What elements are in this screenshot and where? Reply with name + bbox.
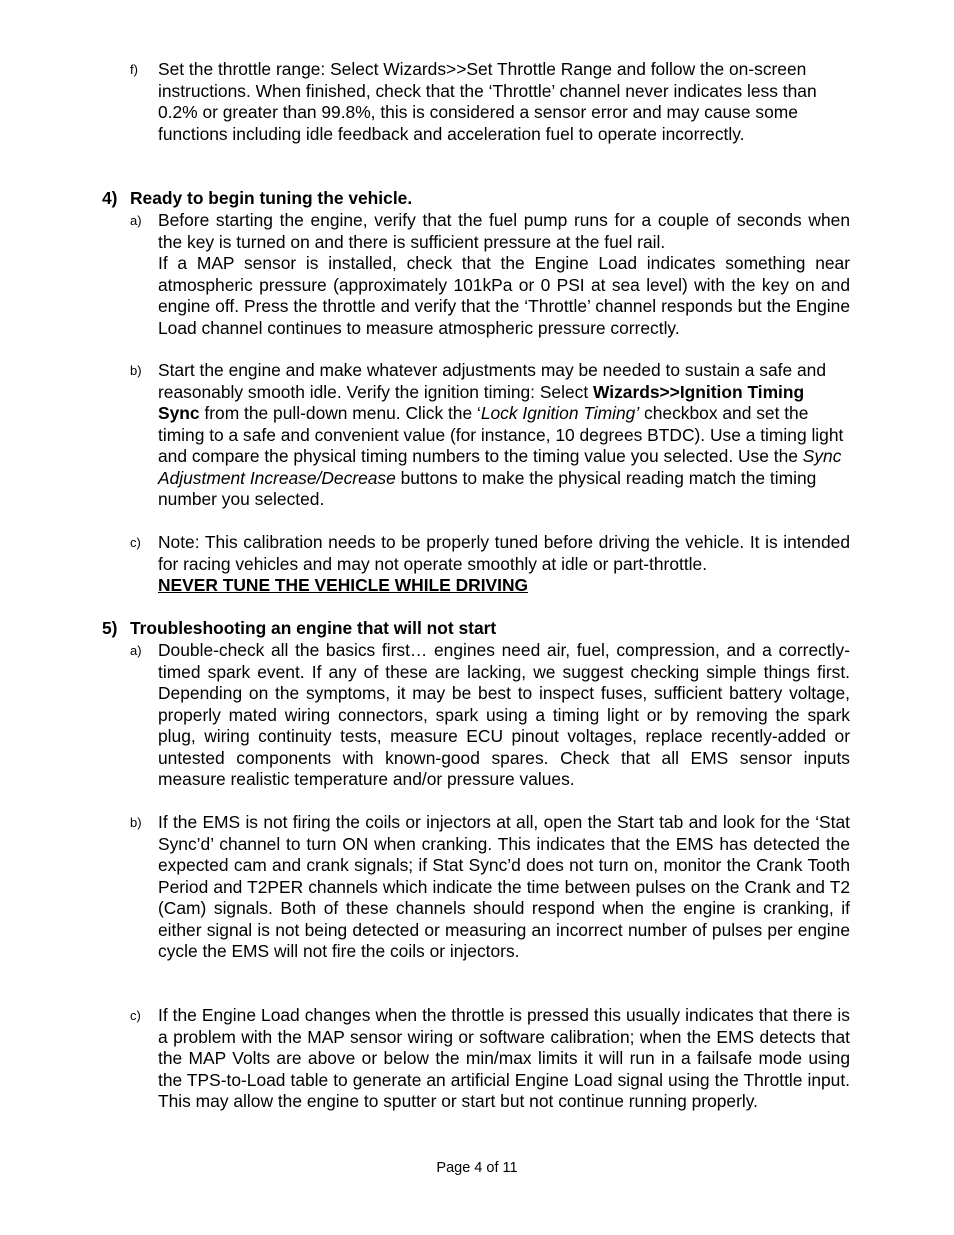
- item-marker: a): [130, 213, 142, 228]
- item-text: Double-check all the basics first… engines need air, fuel, compression, and a correctly-timed spark event. If any of these are lacking, we suggest checking simple things first. Depending on the symptoms, it may be best to inspect fuses, sufficient battery voltage, properly mated wiring connectors, spark using a timing light or by removing the spark plug, wiring continuity tests, measure ECU pinout voltages, replace recently-added or untested components with known-good spares. Check that all EMS sensor inputs measure realistic temperature and/or pressure values.: [158, 640, 850, 789]
- section-4-item-a: [130, 210, 850, 339]
- item-text: If the Engine Load changes when the throttle is pressed this usually indicates that there is a problem with the MAP sensor wiring or software calibration; when the EMS detects that the MAP Volts are above or below the min/max limits it will run in a failsafe mode using the TPS-to-Load table to generate an artificial Engine Load signal using the Throttle input. This may allow the engine to sputter or start but not continue running properly.: [158, 1005, 850, 1111]
- item-text: Set the throttle range: Select Wizards>>Set Throttle Range and follow the on-screen instructions. When finished, check that the ‘Throttle’ channel never indicates less than 0.2% or greater than 99.8%, this is considered a sensor error and may cause some functions including idle feedback and acceleration fuel to operate incorrectly.: [158, 59, 817, 144]
- item-paragraph: Before starting the engine, verify that the fuel pump runs for a couple of seconds when the key is turned on and there is sufficient pressure at the fuel rail.: [158, 210, 850, 252]
- section-5-item-a: [130, 640, 850, 791]
- item-marker: f): [130, 62, 138, 77]
- item-marker: b): [130, 363, 142, 378]
- text-run: from the pull-down menu. Click the ‘: [199, 403, 481, 423]
- checkbox-name-italic: Lock Ignition Timing’: [480, 403, 640, 423]
- item-marker: b): [130, 815, 142, 830]
- item-marker: a): [130, 643, 142, 658]
- text-run: checkbox and set the timing to a safe and convenient value (for instance, 10 degrees BTDC). Use a timing light and compare the physical timing numbers to the timing value you selected. Use the: [158, 403, 844, 466]
- item-marker: c): [130, 535, 141, 550]
- item-paragraph: If a MAP sensor is installed, check that the Engine Load indicates something near atmospheric pressure (approximately 101kPa or 0 PSI at sea level) with the key on and engine off. Press the throttle and verify that the ‘Throttle’ channel responds but the Engine Load channel continues to measure atmospheric pressure correctly.: [158, 253, 850, 338]
- menu-path-bold: Wizards>>Ignition Timing Sync: [158, 381, 805, 423]
- item-f: [130, 59, 850, 145]
- item-text: If the EMS is not firing the coils or injectors at all, open the Start tab and look for the ‘Stat Sync’d’ channel to turn ON when cranking. This indicates that the EMS has detected the expected cam and crank signals; if Stat Sync’d does not turn on, monitor the Crank Tooth Period and T2PER channels which indicate the time between pulses on the Crank and T2 (Cam) signals. Both of these channels should respond when the engine is cranking, if either signal is not being detected or measuring an incorrect number of pulses per engine cycle the EMS will not fire the coils or injectors.: [158, 812, 850, 961]
- section-title: Ready to begin tuning the vehicle.: [130, 188, 413, 208]
- item-text: [158, 360, 850, 511]
- text-run: buttons to make the physical reading match the timing number you selected.: [158, 467, 817, 509]
- section-title: Troubleshooting an engine that will not start: [130, 618, 497, 638]
- section-5-item-b: [130, 812, 850, 963]
- page-number-footer: Page 4 of 11: [436, 1160, 518, 1176]
- section-number: 4): [102, 188, 118, 208]
- warning-text: NEVER TUNE THE VEHICLE WHILE DRIVING: [158, 575, 529, 595]
- section-5-item-c: [130, 1005, 850, 1113]
- item-marker: c): [130, 1008, 141, 1023]
- text-run: Start the engine and make whatever adjustments may be needed to sustain a safe and reasonably smooth idle. Verify the ignition timing: Select: [158, 360, 827, 402]
- button-name-italic: Sync Adjustment Increase/Decrease: [158, 446, 842, 488]
- section-number: 5): [102, 618, 118, 638]
- section-4-item-b: [130, 360, 850, 511]
- item-text: Note: This calibration needs to be properly tuned before driving the vehicle. It is intended for racing vehicles and may not operate smoothly at idle or part-throttle.: [158, 532, 850, 574]
- section-5-heading: [102, 618, 862, 640]
- section-4-heading: [102, 188, 862, 210]
- section-4-item-c: [130, 532, 850, 597]
